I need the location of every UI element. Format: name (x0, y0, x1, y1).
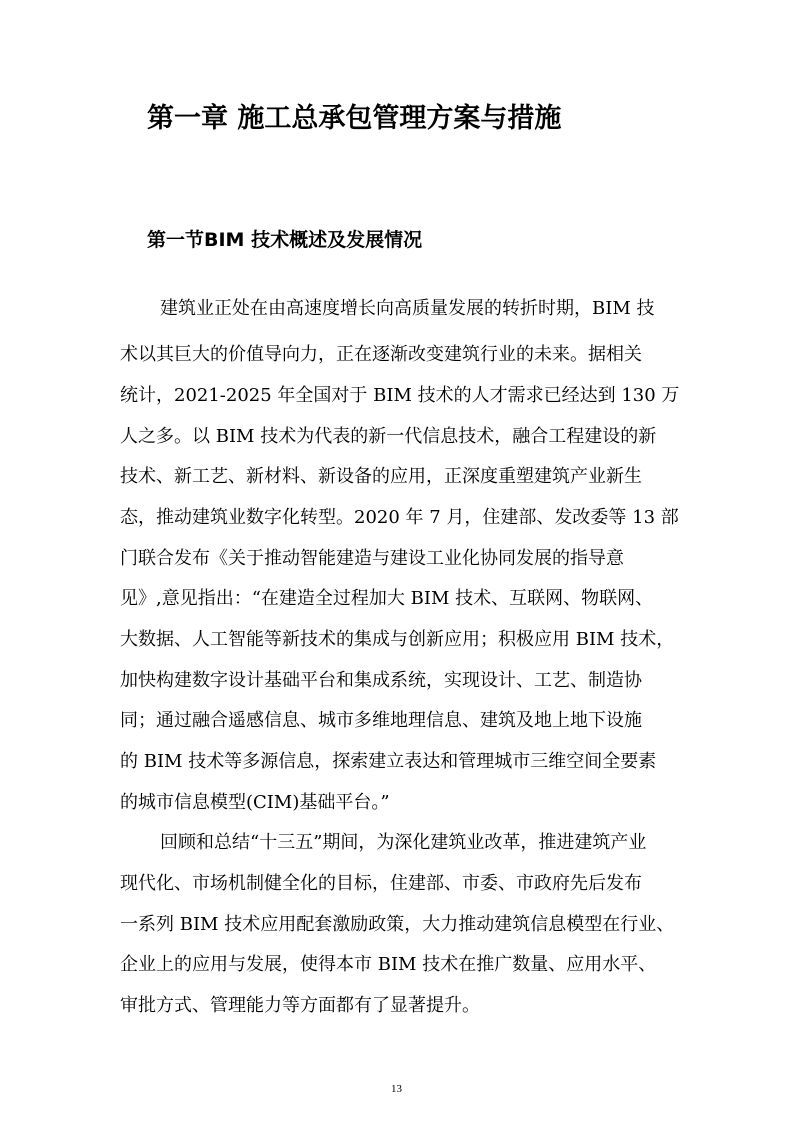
paragraph-line: 回顾和总结“十三五”期间，为深化建筑业改革，推进建筑产业 (160, 832, 647, 853)
paragraph-line: 态，推动建筑业数字化转型。2020 年 7 月，住建部、发改委等 13 部 (120, 507, 679, 528)
paragraph-line: 门联合发布《关于推动智能建造与建设工业化协同发展的指导意 (120, 548, 624, 569)
paragraph-line: 技术、新工艺、新材料、新设备的应用，正深度重塑建筑产业新生 (120, 466, 642, 487)
paragraph-line: 审批方式、管理能力等方面都有了显著提升。 (120, 995, 480, 1016)
paragraph-line: 见》,意见指出：“在建造全过程加大 BIM 技术、互联网、物联网、 (120, 588, 654, 609)
paragraph-line: 术以其巨大的价值导向力，正在逐渐改变建筑行业的未来。据相关 (120, 344, 642, 365)
paragraph-line: 同；通过融合遥感信息、城市多维地理信息、建筑及地上地下设施 (120, 710, 642, 731)
paragraph-line: 现代化、市场机制健全化的目标，住建部、市委、市政府先后发布 (120, 873, 642, 894)
paragraph-line: 的城市信息模型(CIM)基础平台。” (120, 792, 390, 813)
paragraph-line: 的 BIM 技术等多源信息，探索建立表达和管理城市三维空间全要素 (120, 751, 657, 772)
paragraph-line: 大数据、人工智能等新技术的集成与创新应用；积极应用 BIM 技术， (120, 629, 675, 650)
paragraph-line: 统计，2021-2025 年全国对于 BIM 技术的人才需求已经达到 130 万 (120, 385, 680, 406)
section-title: 第一节BIM 技术概述及发展情况 (147, 229, 423, 251)
paragraph-line: 建筑业正处在由高速度增长向高质量发展的转折时期，BIM 技 (160, 298, 655, 319)
page-number: 13 (391, 1083, 402, 1095)
paragraph-line: 企业上的应用与发展，使得本市 BIM 技术在推广数量、应用水平、 (120, 954, 657, 975)
paragraph-line: 加快构建数字设计基础平台和集成系统，实现设计、工艺、制造协 (120, 670, 642, 691)
chapter-title: 第一章 施工总承包管理方案与措施 (147, 103, 562, 134)
paragraph-line: 人之多。以 BIM 技术为代表的新一代信息技术，融合工程建设的新 (120, 426, 657, 447)
paragraph-line: 一系列 BIM 技术应用配套激励政策，大力推动建筑信息模型在行业、 (120, 914, 675, 935)
